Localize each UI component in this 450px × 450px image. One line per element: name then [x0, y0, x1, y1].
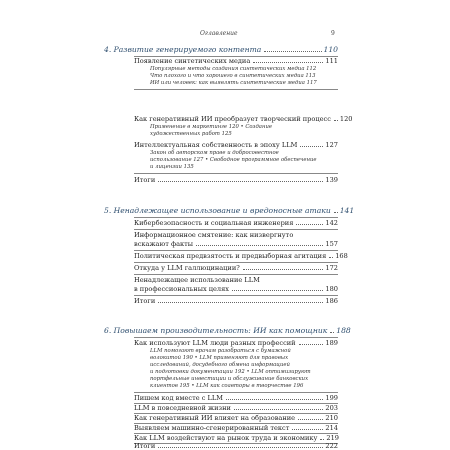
leader-dots	[243, 269, 324, 270]
entry-title: Как LLM воздействуют на рынок труда и экономику	[134, 434, 318, 442]
entry-title: Откуда у LLM галлюцинации?	[134, 264, 240, 272]
toc-entry[interactable]	[134, 176, 338, 184]
page-number: 180	[325, 285, 338, 293]
chapter-5[interactable]	[104, 206, 355, 215]
page-number: 222	[325, 442, 338, 450]
leader-dots	[232, 290, 323, 291]
toc-entry[interactable]	[134, 434, 338, 442]
divider	[134, 89, 338, 90]
page-number: 110	[323, 45, 338, 54]
toc-entry[interactable]	[134, 141, 338, 149]
toc-entry-line1[interactable]: Ненадлежащее использование LLM	[134, 276, 260, 284]
leader-dots	[329, 257, 333, 258]
toc-entry[interactable]	[134, 219, 338, 227]
leader-dots	[334, 120, 338, 121]
leader-dots	[320, 439, 324, 440]
leader-dots	[299, 344, 324, 345]
toc-entry[interactable]	[134, 285, 338, 293]
leader-dots	[334, 212, 338, 213]
divider	[134, 274, 338, 275]
toc-subentry: Что плохого и что хорошего в синтетических медиа 113	[150, 73, 316, 79]
toc-subentry: волокитой 190 • LLM применяют для правовых	[150, 355, 289, 361]
toc-subentry: исследований, досудебного обмена информацией	[150, 362, 290, 368]
page-number: 139	[325, 176, 338, 184]
toc-entry[interactable]	[134, 264, 338, 272]
divider	[134, 250, 338, 251]
leader-dots	[158, 302, 323, 303]
toc-entry[interactable]	[134, 424, 338, 432]
leader-dots	[234, 409, 324, 410]
divider	[134, 173, 338, 174]
leader-dots	[296, 224, 323, 225]
leader-dots	[158, 181, 323, 182]
toc-entry[interactable]	[134, 297, 338, 305]
leader-dots	[298, 419, 323, 420]
leader-dots	[264, 51, 321, 52]
toc-entry[interactable]	[134, 404, 338, 412]
page-number: 111	[325, 57, 338, 65]
entry-title: Как используют LLM люди разных профессий	[134, 339, 296, 347]
entry-title: Выявляем машинно-сгенерированный текст	[134, 424, 290, 432]
divider	[134, 295, 338, 296]
entry-title: Итоги	[134, 442, 156, 450]
page-number: 210	[325, 414, 338, 422]
page-number: 214	[325, 424, 338, 432]
toc-entry-line1[interactable]: Информационное смятение: как низвергнуто	[134, 231, 294, 239]
toc-entry[interactable]	[134, 252, 348, 260]
divider	[134, 217, 338, 218]
entry-title: Кибербезопасность и социальная инженерия	[134, 219, 294, 227]
leader-dots	[292, 429, 323, 430]
leader-dots	[300, 146, 323, 147]
toc-subentry: Применение в маркетинге 120 • Создание	[150, 124, 272, 130]
toc-subentry: портфельные инвестиции и обслуживание банковских	[150, 376, 309, 382]
page-number: 120	[339, 115, 353, 123]
header-page-number: 9	[331, 30, 335, 37]
page-number: 199	[325, 394, 338, 402]
toc-subentry: использование 127 • Свободное программное обеспечение	[150, 157, 317, 163]
entry-title: Политическая предвзятость и предвыборная агитация	[134, 252, 327, 260]
divider	[134, 229, 338, 230]
toc-subentry: и лицензии 135	[150, 164, 194, 170]
chapter-6[interactable]	[104, 326, 351, 335]
page-number: 168	[335, 252, 348, 260]
chapter-title: 4. Развитие генерируемого контента	[104, 45, 262, 54]
toc-subentry: Закон об авторском праве и добросовестное	[150, 150, 279, 156]
toc-subentry: LLM помогают врачам разобраться с бумажной	[150, 348, 291, 354]
divider	[134, 262, 338, 263]
page-number: 141	[339, 206, 355, 215]
toc-entry[interactable]	[134, 57, 338, 65]
toc-subentry: ИИ или человек: как выявлять синтетические медиа 117	[150, 80, 317, 86]
toc-entry[interactable]	[134, 115, 353, 123]
chapter-title: 6. Повышаем производительность: ИИ как помощник	[104, 326, 328, 335]
entry-title: в профессиональных целях	[134, 285, 229, 293]
page-number: 157	[325, 240, 338, 248]
toc-subentry: и подготовки документации 192 • LLM оптимизируют	[150, 369, 311, 375]
toc-subentry: Популярные методы создания синтетических медиа 112	[150, 66, 317, 72]
page-number: 188	[336, 326, 351, 335]
leader-dots	[158, 447, 323, 448]
page-number: 172	[325, 264, 338, 272]
entry-title: Как генеративный ИИ преобразует творческий процесс	[134, 115, 331, 123]
leader-dots	[330, 332, 334, 333]
toc-subentry: художественных работ 125	[150, 131, 232, 137]
toc-entry[interactable]	[134, 442, 338, 450]
chapter-4[interactable]	[104, 45, 338, 54]
entry-title: Итоги	[134, 297, 156, 305]
entry-title: Итоги	[134, 176, 156, 184]
entry-title: Пишем код вместе с LLM	[134, 394, 224, 402]
page-number: 186	[325, 297, 338, 305]
leader-dots	[253, 62, 323, 63]
entry-title: Появление синтетических медиа	[134, 57, 251, 65]
toc-subentry: клиентов 195 • LLM как соавторы в творчестве 196	[150, 383, 304, 389]
page-number: 203	[325, 404, 338, 412]
toc-entry[interactable]	[134, 394, 338, 402]
toc-entry[interactable]	[134, 414, 338, 422]
entry-title: LLM в повседневной жизни	[134, 404, 231, 412]
leader-dots	[226, 399, 323, 400]
divider	[134, 392, 338, 393]
page-number: 219	[326, 434, 339, 442]
page-number: 142	[325, 219, 338, 227]
header-title: Оглавление	[200, 30, 238, 37]
page-number: 127	[325, 141, 338, 149]
leader-dots	[196, 245, 323, 246]
entry-title: Интеллектуальная собственность в эпоху LLM	[134, 141, 298, 149]
entry-title: вскажают факты	[134, 240, 194, 248]
page-number: 189	[325, 339, 338, 347]
divider	[134, 337, 338, 338]
toc-entry[interactable]	[134, 240, 338, 248]
chapter-title: 5. Ненадлежащее использование и вредоносные атаки	[104, 206, 331, 215]
toc-entry[interactable]	[134, 339, 338, 347]
entry-title: Как генеративный ИИ влияет на образование	[134, 414, 296, 422]
